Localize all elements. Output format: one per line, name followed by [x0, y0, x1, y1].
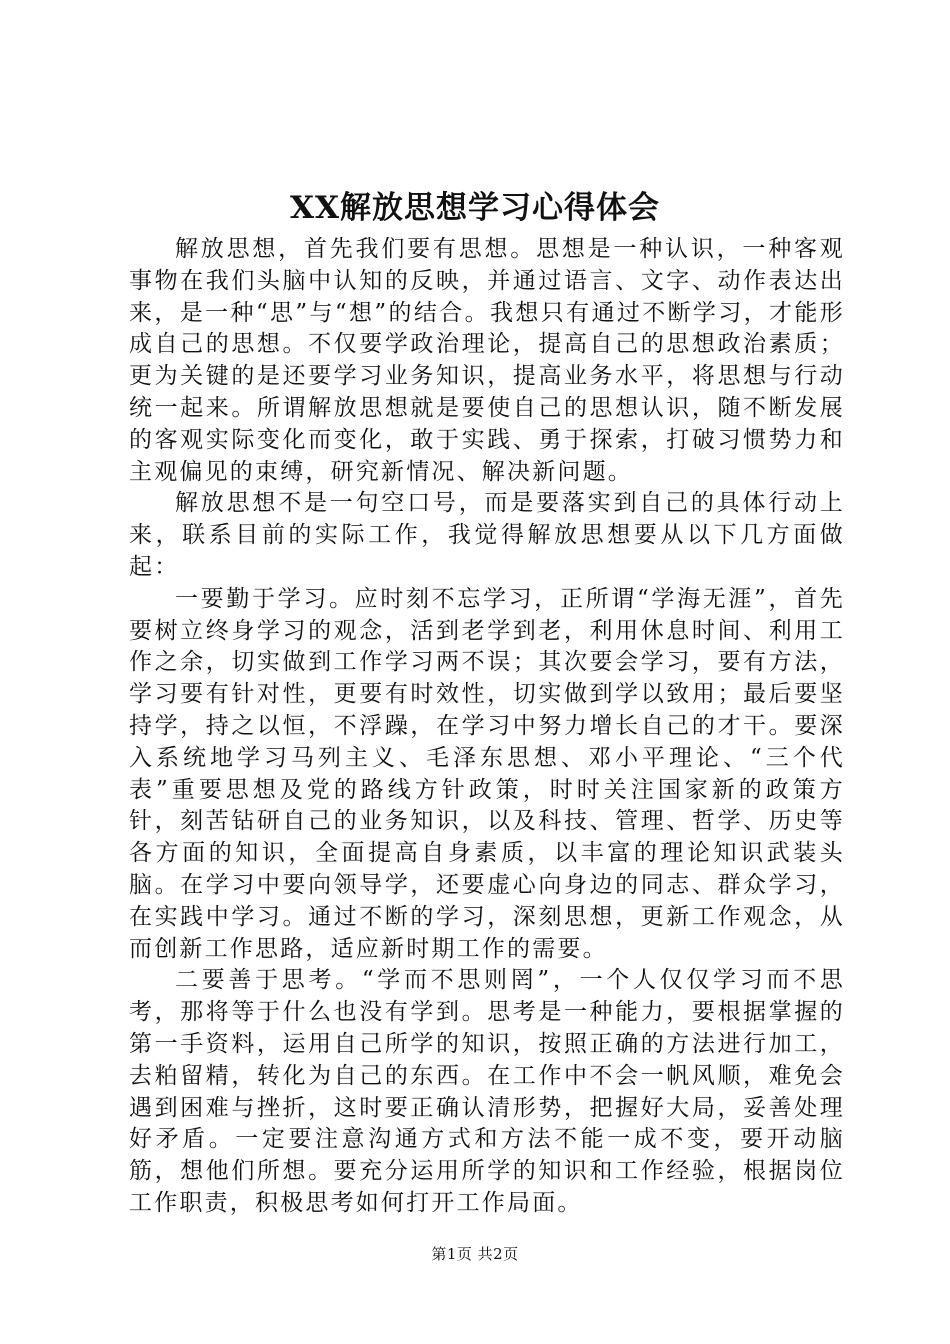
- page-title: XX解放思想学习心得体会: [289, 190, 661, 226]
- document-body: [129, 234, 845, 1220]
- paragraph-1: 解放思想，首先我们要有思想。思想是一种认识，一种客观事物在我们头脑中认知的反映，并通过语言、文字、动作表达出来，是一种“思”与“想”的结合。我想只有通过不断学习，才能形成自己的思想。不仅要学政治理论，提高自己的思想政治素质；更为关键的是还要学习业务知识，提高业务水平，将思想与行动统一起来。所谓解放思想就是要使自己的思想认识，随不断发展的客观实际变化而变化，敢于实践、勇于探索，打破习惯势力和主观偏见的束缚，研究新情况、解决新问题。: [129, 236, 845, 485]
- page-number-footer: 第1页 共2页: [431, 1245, 519, 1263]
- paragraph-3: 一要勤于学习。应时刻不忘学习，正所谓“学海无涯”，首先要树立终身学习的观念，活到老学到老，利用休息时间、利用工作之余，切实做到工作学习两不误；其次要会学习，要有方法，学习要有针对性，更要有时效性，切实做到学以致用；最后要坚持学，持之以恒，不浮躁，在学习中努力增长自己的才干。要深入系统地学习马列主义、毛泽东思想、邓小平理论、“三个代表”重要思想及党的路线方针政策，时时关注国家新的政策方针，刻苦钻研自己的业务知识，以及科技、管理、哲学、历史等各方面的知识，全面提高自身素质，以丰富的理论知识武装头脑。在学习中要向领导学，还要虚心向身边的同志、群众学习，在实践中学习。通过不断的学习，深刻思想，更新工作观念，从而创新工作思路，适应新时期工作的需要。: [129, 585, 845, 962]
- paragraph-2: 解放思想不是一句空口号，而是要落实到自己的具体行动上来，联系目前的实际工作，我觉得解放思想要从以下几方面做起：: [129, 490, 845, 580]
- paragraph-4: 二要善于思考。“学而不思则罔”，一个人仅仅学习而不思考，那将等于什么也没有学到。思考是一种能力，要根据掌握的第一手资料，运用自己所学的知识，按照正确的方法进行加工，去粕留精，转化为自己的东西。在工作中不会一帆风顺，难免会遇到困难与挫折，这时要正确认清形势，把握好大局，妥善处理好矛盾。一定要注意沟通方式和方法不能一成不变，要开动脑筋，想他们所想。要充分运用所学的知识和工作经验，根据岗位工作职责，积极思考如何打开工作局面。: [129, 967, 845, 1216]
